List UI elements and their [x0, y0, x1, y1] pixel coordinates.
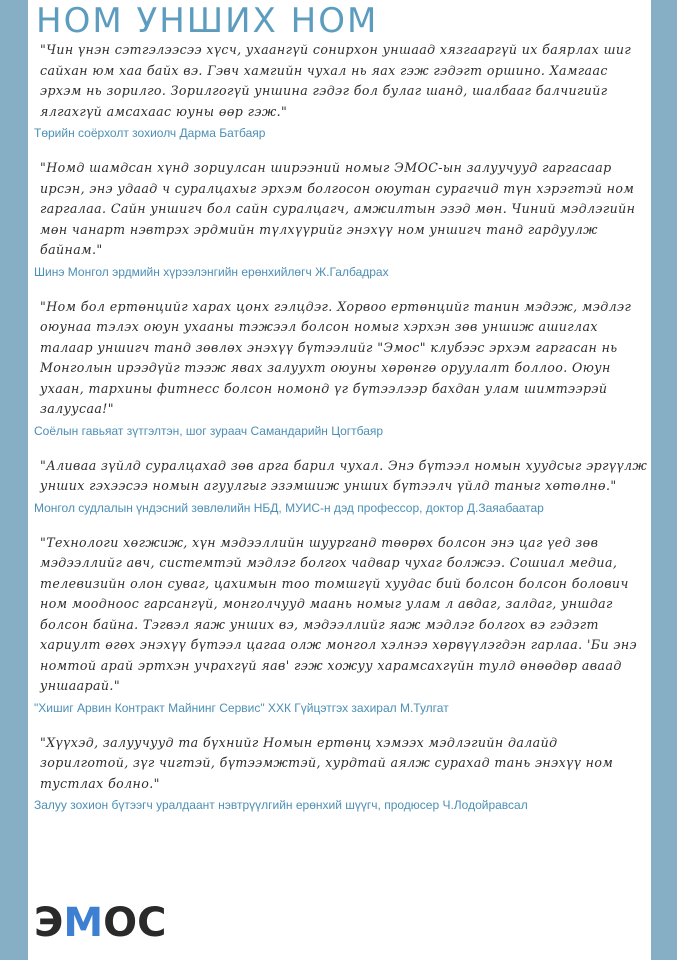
quote-block-2: [34, 158, 649, 279]
quote-author: Соёлын гавьяат зүтгэлтэн, шог зураач Самандарийн Цогтбаяр: [34, 423, 384, 438]
quote-block-5: [34, 533, 649, 715]
page-title: НОМ УНШИХ НОМ: [36, 1, 379, 41]
logo-letter-e: Э: [34, 900, 64, 946]
quote-text: "Технологи хөгжиж, хүн мэдээллийн шуурганд төөрөх болсон энэ цаг үед зөв мэдээллийг авч, системтэй мэдлэг болгох чадвар чухаг болжээ. Сошиал медиа, телевизийн олон суваг, цахимын тоо томшгүй хуудас бий болсон болсон болович ном мoодноос гарсангүй, монголчууд маань номыг улам л авдаг, залдаг, уншдаг болсон байна. Тэгвэл яаж унших вэ, мэдээллийг яаж мэдлэг болгох вэ гэдэгт хариулт өгөх энэхүү бүтээл цагаа олж монгол хэлнээ хөрвүүлэгдэн гарлаа. 'Би энэ номтой арай эртхэн учрахгүй яав' гэж хожуу харамсахгүйн тулд өнөөдөр аваад уншаарай.": [40, 534, 638, 693]
quote-text: "Чин үнэн сэтгэлээсээ хүсч, ухаангүй сонирхон уншаад хязгааргүй их баярлах шиг сайхан юм хаа байх вэ. Гэвч хамгийн чухал нь яах гэж гэдэгт оршино. Хамгаас эрхэм нь зорилго. Зорилгогүй уншина гэдэг бол булаг шанд, шалбааг балчигийг ялгахгүй амсахаас юуны өөр гэж.": [40, 42, 632, 119]
logo-letters-os: ОС: [103, 900, 167, 946]
quote-block-1: [34, 40, 649, 140]
left-border-band: [0, 0, 28, 960]
emos-logo: [34, 901, 167, 945]
quote-block-4: [34, 456, 649, 515]
quote-text: "Номд шамдсан хүнд зориулсан ширээний номыг ЭМОС-ын залуучууд гаргасаар ирсэн, энэ удаад ч суралцахыг эрхэм болгосон оюутан сурагчид түн хэрэгтэй ном гаргалаа. Сайн уншигч бол сайн суралцагч, амжилтын эзэд мөн. Чиний мэдлэгийн мөн чанарт нэвтрэх эрдмийн түлхүүрийг энэхүү ном уншигч танд гардуулж байнам.": [40, 160, 636, 257]
quote-author: Монгол судлалын үндэсний зөвлөлийн НБД, МУИС-н дэд профессор, доктор Д.Заяабаатар: [34, 500, 544, 515]
quote-author: Төрийн соёрхолт зохиолч Дарма Батбаяр: [34, 126, 266, 140]
quote-author: Залуу зохион бүтээгч уралдаант нэвтрүүлгийн ерөнхий шүүгч, продюсер Ч.Лодойравсал: [34, 798, 528, 812]
right-border-band: [651, 0, 677, 960]
quote-block-6: [34, 733, 649, 813]
quote-text: "Ном бол ертөнцийг харах цонх гэлцдэг. Хорвоо ертөнцийг танин мэдэж, мэдлэг оюунаа тэлэх оюун ухааны тэжээл болсон номыг хэрхэн зөв уншиж ашиглах талаар уншигч танд зөвлөх энэхүү бүтээлийг "Эмос" клубээс эрхэм гаргасан нь Монголын ирээдүйг тээж явах залуухт оюуны хөрөнгө оруулалт боллоо. Оюун ухаан, тархины фитнесс болсон номонд үг бүтээлээр бахдан улам шимтээрэй залуусаа!": [40, 298, 632, 416]
quote-author: Шинэ Монгол эрдмийн хүрээлэнгийн ерөнхийлөгч Ж.Галбадрах: [34, 264, 389, 279]
quote-block-3: [34, 297, 649, 438]
quote-text: "Аливаа зүйлд суралцахад зөв арга барил чухал. Энэ бүтээл номын хуудсыг эргүүлж унших гэхээсээ номын агуулгыг эзэмшиж унших бүтээлч үйлд таныг хөтөлнө.": [40, 457, 648, 493]
quote-author: "Хишиг Арвин Контракт Майнинг Сервис" ХХК Гүйцэтгэх захирал М.Тулгат: [34, 700, 449, 715]
content-column: [34, 0, 649, 812]
logo-letter-m: М: [63, 900, 104, 946]
quote-text: "Хүүхэд, залуучууд та бүхнийг Номын ертөнц хэмээх мэдлэгийн далайд зорилготой, зүг чигтэй, бүтээмжтэй, хурдтай аялж сурахад тань энэхүү ном тустлах болно.": [40, 734, 614, 791]
